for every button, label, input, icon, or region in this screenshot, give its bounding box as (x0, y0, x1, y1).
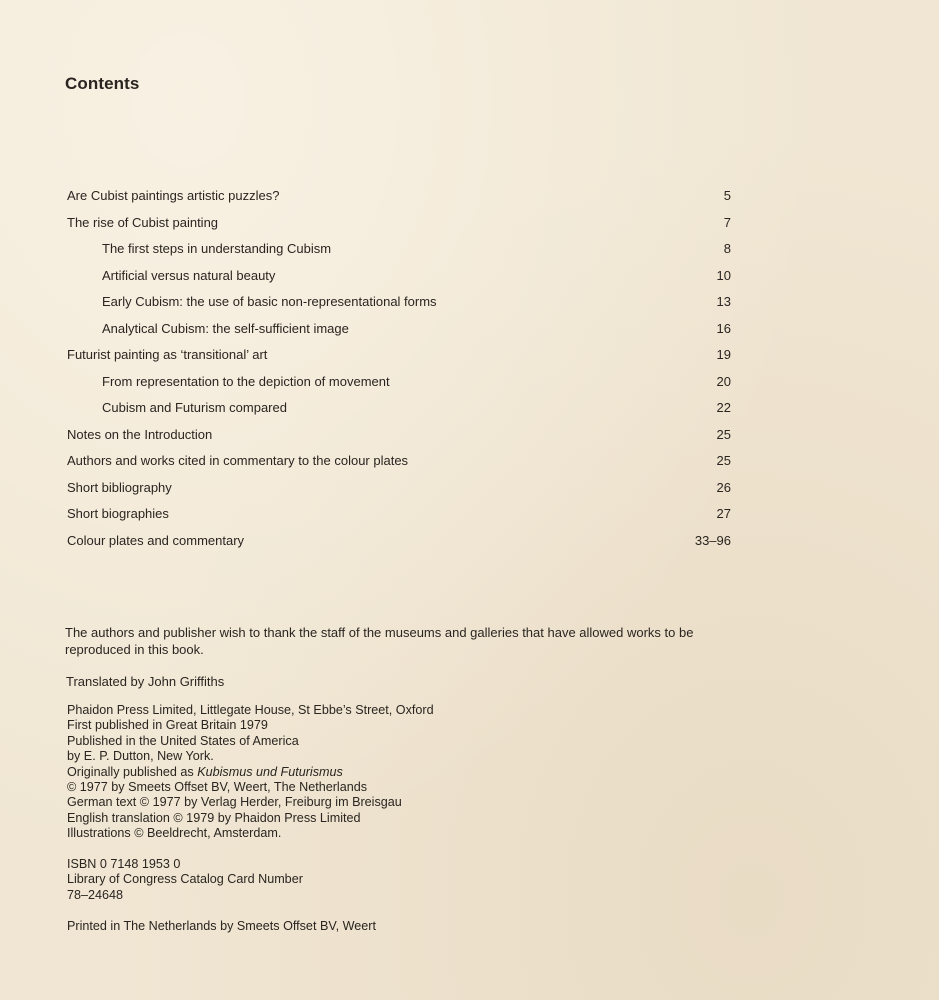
toc-entry (67, 478, 731, 505)
first-published-line: First published in Great Britain 1979 (67, 718, 268, 733)
toc-entry-page: 27 (716, 506, 731, 521)
toc-entry (67, 398, 731, 425)
us-publisher-line: by E. P. Dutton, New York. (67, 749, 214, 764)
loc-number-line: 78–24648 (67, 887, 124, 902)
toc-entry-page: 26 (716, 479, 731, 495)
toc-entry (67, 504, 731, 531)
toc-entry (67, 186, 731, 213)
toc-entry (67, 319, 731, 346)
us-published-line: Published in the United States of America (67, 733, 299, 748)
toc-entry (67, 425, 731, 452)
toc-entry-title: From representation to the depiction of movement (102, 373, 390, 389)
toc-entry-title: Short bibliography (67, 479, 172, 495)
toc-entry-title: Colour plates and commentary (67, 532, 245, 548)
toc-entry-page: 13 (716, 294, 731, 309)
toc-entry-page: 8 (723, 241, 731, 256)
toc-entry-title: Cubism and Futurism compared (102, 400, 287, 415)
printed-in-line: Printed in The Netherlands by Smeets Offset BV, Weert (67, 919, 376, 933)
isbn-line: ISBN 0 7148 1953 0 (67, 857, 181, 871)
toc-entry (67, 372, 731, 399)
toc-entry-page: 22 (716, 400, 731, 415)
toc-entry-title: Futurist painting as ‘transitional’ art (67, 347, 268, 362)
toc-entry (67, 345, 731, 372)
translator-credit: Translated by John Griffiths (66, 674, 225, 689)
toc-entry-title: Short biographies (67, 506, 169, 521)
toc-entry-page: 5 (723, 188, 731, 203)
original-title: Kubismus und Futurismus (197, 764, 343, 779)
illustrations-line: Illustrations © Beeldrecht, Amsterdam. (67, 826, 282, 841)
original-title-line (67, 765, 434, 780)
toc-entry-title: Artificial versus natural beauty (102, 267, 276, 283)
publication-details (67, 703, 434, 842)
toc-entry-title: Are Cubist paintings artistic puzzles? (67, 188, 280, 203)
toc-entry-title: The first steps in understanding Cubism (102, 241, 332, 256)
toc-entry (67, 239, 731, 266)
toc-entry-page: 25 (716, 426, 731, 442)
toc-entry (67, 451, 731, 478)
toc-entry-page: 19 (716, 347, 731, 362)
toc-entry-title: Early Cubism: the use of basic non-representational forms (102, 294, 437, 309)
toc-entry-title: The rise of Cubist painting (67, 214, 219, 230)
isbn-details (67, 857, 303, 903)
toc-entry-page: 33–96 (694, 532, 731, 548)
contents-heading: Contents (65, 74, 140, 93)
original-prefix: Originally published as (67, 764, 198, 779)
toc-entry-title: Notes on the Introduction (67, 426, 213, 442)
copyright-smeets-line: © 1977 by Smeets Offset BV, Weert, The Netherlands (67, 780, 368, 795)
toc-entry (67, 531, 731, 558)
toc-entry-page: 20 (716, 373, 731, 389)
toc-entry-page: 7 (723, 214, 731, 230)
toc-entry-title: Authors and works cited in commentary to the colour plates (67, 453, 409, 468)
english-translation-line: English translation © 1979 by Phaidon Press Limited (67, 810, 361, 825)
toc-entry (67, 213, 731, 240)
german-text-line: German text © 1977 by Verlag Herder, Freiburg im Breisgau (67, 795, 402, 810)
toc-entry-title: Analytical Cubism: the self-sufficient image (102, 320, 349, 336)
toc-entry (67, 292, 731, 319)
toc-entry-page: 10 (716, 267, 731, 283)
publisher-line: Phaidon Press Limited, Littlegate House, St Ebbe’s Street, Oxford (67, 703, 434, 717)
toc-entry (67, 266, 731, 293)
table-of-contents (67, 186, 731, 557)
toc-entry-page: 25 (716, 453, 731, 468)
acknowledgement-text: The authors and publisher wish to thank the staff of the museums and galleries that have allowed works to be reproduced in this book. (65, 625, 694, 657)
loc-label-line: Library of Congress Catalog Card Number (67, 872, 303, 887)
toc-entry-page: 16 (716, 320, 731, 336)
